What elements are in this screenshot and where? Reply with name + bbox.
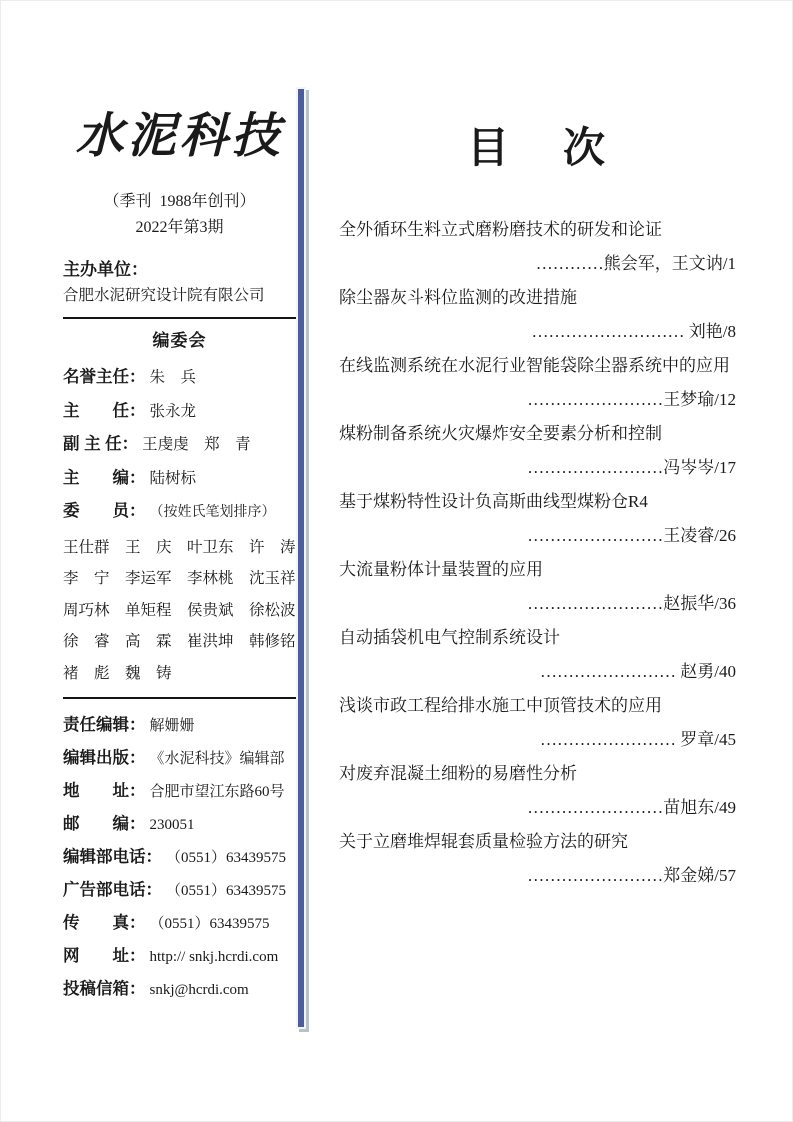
article-title: 全外循环生料立式磨粉磨技术的研发和论证: [339, 220, 662, 239]
member-row: 周巧林 单矩程 侯贵斌 徐松波: [63, 601, 296, 619]
accent-divider-bar: [296, 87, 306, 1029]
role-label: 主 任：: [63, 401, 146, 420]
role-label: 副 主 任：: [63, 435, 139, 453]
table-of-contents: [339, 121, 739, 893]
article-byline: ……………………王梦瑜/12: [527, 390, 736, 409]
info-label: 编辑出版：: [63, 749, 146, 767]
info-value: 230051: [149, 817, 195, 833]
article-title: 自动插袋机电气控制系统设计: [339, 628, 560, 647]
role-row: [63, 495, 296, 530]
toc-entry: [339, 213, 739, 280]
member-row: 徐 睿 高 霖 崔洪坤 韩修铭: [63, 633, 296, 650]
info-value: 《水泥科技》编辑部: [149, 751, 285, 767]
toc-list: [339, 213, 739, 892]
info-label: 邮 编：: [63, 815, 146, 833]
info-row: [63, 874, 296, 907]
organizer-name: 合肥水泥研究设计院有限公司: [63, 287, 265, 304]
info-label: 传 真：: [63, 914, 146, 932]
article-byline: ……………………冯岑岑/17: [527, 458, 736, 477]
role-value: 王虔虔 郑 青: [142, 436, 251, 453]
journal-issue: 2022年第3期: [135, 219, 224, 236]
info-label: 编辑部电话：: [63, 848, 162, 866]
article-title: 大流量粉体计量装置的应用: [339, 560, 543, 579]
journal-subtitle: （季刊 1988年创刊）: [103, 193, 256, 210]
toc-entry: [339, 349, 739, 416]
info-label: 网 址：: [63, 947, 146, 965]
role-value: （按姓氏笔划排序）: [149, 505, 276, 520]
article-title: 煤粉制备系统火灾爆炸安全要素分析和控制: [339, 424, 662, 443]
toc-entry: [339, 417, 739, 484]
role-label: 名誉主任：: [63, 368, 146, 386]
toc-heading: 目 次: [466, 126, 611, 172]
toc-entry: [339, 825, 739, 892]
info-row: [63, 775, 296, 808]
member-row: 褚 彪 魏 铸: [63, 664, 172, 682]
toc-entry: [339, 281, 739, 348]
article-byline: ……………………苗旭东/49: [527, 798, 736, 817]
article-byline: ……………………郑金娣/57: [527, 866, 736, 885]
info-value: 解姗姗: [149, 718, 195, 734]
role-value: 陆树标: [149, 469, 197, 487]
role-label: 委 员：: [63, 502, 146, 520]
info-label: 责任编辑：: [63, 716, 146, 734]
section-divider: [63, 317, 296, 319]
editorial-board: [63, 327, 296, 689]
article-byline: ……………………… 刘艳/8: [531, 322, 736, 341]
article-title: 浅谈市政工程给排水施工中顶管技术的应用: [339, 696, 662, 715]
members-list: [63, 532, 296, 690]
article-title: 基于煤粉特性设计负高斯曲线型煤粉仓R4: [339, 492, 648, 511]
masthead-column: [63, 99, 296, 1006]
article-title: 除尘器灰斗料位监测的改进措施: [339, 288, 577, 307]
role-value: 朱 兵: [149, 369, 197, 386]
editorial-board-roles: [63, 361, 296, 530]
info-row: [63, 940, 296, 973]
editorial-board-heading: 编委会: [152, 331, 207, 350]
info-row: [63, 808, 296, 841]
info-value: （0551）63439575: [166, 883, 287, 899]
section-divider: [63, 697, 296, 699]
member-row: 李 宁 李运军 李林桃 沈玉祥: [63, 570, 296, 587]
article-title: 对废弃混凝土细粉的易磨性分析: [339, 764, 577, 783]
role-label: 主 编：: [63, 468, 146, 487]
toc-entry: [339, 689, 739, 756]
info-row: [63, 709, 296, 742]
info-label: 地 址：: [63, 782, 146, 800]
email-address[interactable]: snkj@hcrdi.com: [149, 982, 249, 998]
role-value: 张永龙: [149, 402, 197, 420]
journal-title: 水泥科技: [75, 108, 284, 164]
info-row: [63, 973, 296, 1006]
member-row: 王仕群 王 庆 叶卫东 许 涛: [63, 538, 296, 556]
article-byline: …………熊会军，王文讷/1: [535, 254, 736, 273]
info-value: （0551）63439575: [166, 850, 287, 866]
role-row: [63, 462, 296, 496]
toc-entry: [339, 757, 739, 824]
info-row: [63, 742, 296, 775]
website-url[interactable]: http:// snkj.hcrdi.com: [149, 949, 279, 965]
publishing-info: [63, 709, 296, 1006]
article-byline: …………………… 赵勇/40: [540, 662, 736, 681]
article-title: 关于立磨堆焊辊套质量检验方法的研究: [339, 832, 628, 851]
info-label: 广告部电话：: [63, 881, 162, 899]
article-byline: ……………………王凌睿/26: [527, 526, 736, 545]
toc-entry: [339, 553, 739, 620]
article-byline: …………………… 罗章/45: [540, 730, 736, 749]
toc-entry: [339, 485, 739, 552]
info-row: [63, 907, 296, 940]
toc-entry: [339, 621, 739, 688]
role-row: [63, 428, 296, 462]
info-label: 投稿信箱：: [63, 980, 146, 998]
role-row: [63, 395, 296, 429]
organizer-label: 主办单位：: [63, 260, 148, 279]
role-row: [63, 361, 296, 395]
info-value: 合肥市望江东路60号: [149, 784, 285, 800]
info-row: [63, 841, 296, 874]
info-value: （0551）63439575: [149, 916, 270, 932]
article-byline: ……………………赵振华/36: [527, 594, 736, 613]
article-title: 在线监测系统在水泥行业智能袋除尘器系统中的应用: [339, 356, 730, 375]
